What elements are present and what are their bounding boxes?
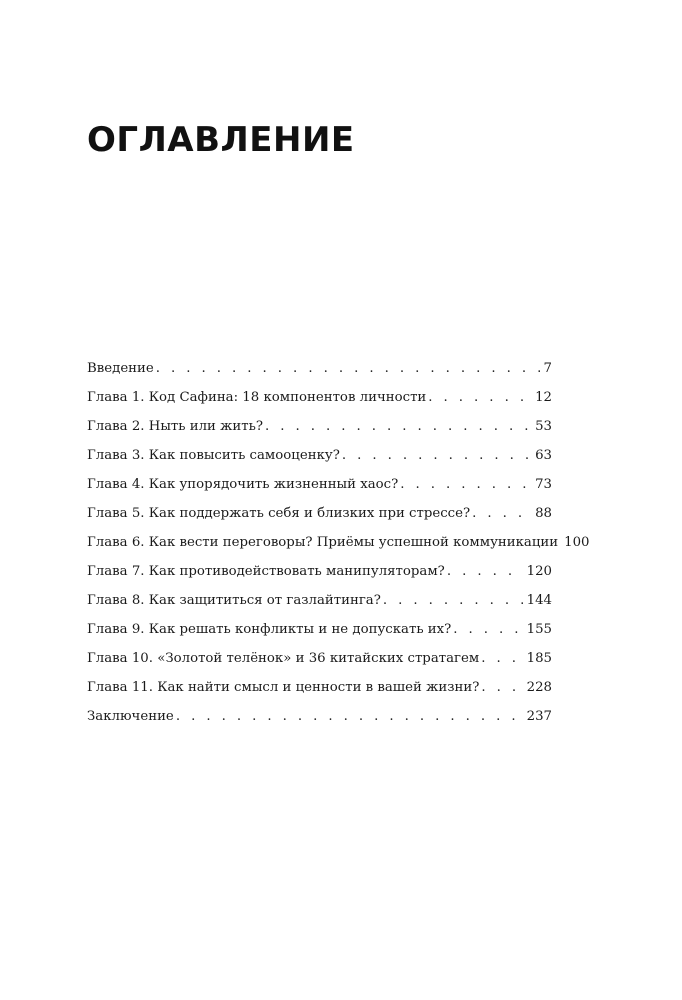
page-title: ОГЛАВЛЕНИЕ [87,120,355,160]
dot-leader [481,673,522,702]
dot-leader [453,615,522,644]
dot-leader [156,354,540,383]
toc-entry-page-number: 63 [535,448,552,463]
toc-entry-chapter-11[interactable] [87,673,552,702]
toc-entry-chapter-6[interactable] [87,528,590,557]
toc-entry-page-number: 73 [535,477,552,492]
table-of-contents [87,354,590,731]
toc-entry-page-number: 7 [543,361,552,376]
toc-entry-chapter-7[interactable] [87,557,552,586]
toc-entry-chapter-9[interactable] [87,615,552,644]
dot-leader [383,586,523,615]
toc-entry-page-number: 155 [526,622,552,637]
toc-entry-title: Глава 4. Как упорядочить жизненный хаос? [87,477,399,492]
toc-entry-page-number: 185 [526,651,552,666]
dot-leader [400,470,531,499]
dot-leader [428,383,531,412]
toc-entry-page-number: 12 [535,390,552,405]
toc-entry-chapter-2[interactable] [87,412,552,441]
toc-entry-chapter-8[interactable] [87,586,552,615]
toc-entry-title: Введение [87,361,154,376]
toc-entry-conclusion[interactable] [87,702,552,731]
toc-entry-title: Глава 10. «Золотой телёнок» и 36 китайских стратагем [87,651,480,666]
dot-leader [481,644,522,673]
toc-entry-chapter-4[interactable] [87,470,552,499]
toc-entry-title: Глава 3. Как повысить самооценку? [87,448,340,463]
toc-entry-title: Глава 6. Как вести переговоры? Приёмы успешной коммуникации [87,535,559,550]
toc-entry-title: Глава 1. Код Сафина: 18 компонентов личности [87,390,427,405]
toc-entry-chapter-3[interactable] [87,441,552,470]
toc-entry-title: Глава 11. Как найти смысл и ценности в вашей жизни? [87,680,480,695]
toc-entry-title: Глава 7. Как противодействовать манипуляторам? [87,564,445,579]
dot-leader [472,499,531,528]
dot-leader [176,702,523,731]
dot-leader [265,412,531,441]
toc-entry-page-number: 144 [526,593,552,608]
toc-entry-title: Глава 9. Как решать конфликты и не допускать их? [87,622,452,637]
dot-leader [342,441,531,470]
toc-entry-page-number: 237 [526,709,552,724]
toc-entry-title: Глава 8. Как защититься от газлайтинга? [87,593,381,608]
toc-entry-page-number: 228 [526,680,552,695]
toc-entry-chapter-10[interactable] [87,644,552,673]
toc-entry-page-number: 88 [535,506,552,521]
toc-entry-title: Заключение [87,709,174,724]
toc-entry-chapter-1[interactable] [87,383,552,412]
toc-entry-chapter-5[interactable] [87,499,552,528]
toc-entry-page-number: 100 [564,535,590,550]
dot-leader [447,557,523,586]
toc-entry-title: Глава 5. Как поддержать себя и близких при стрессе? [87,506,471,521]
toc-entry-page-number: 53 [535,419,552,434]
toc-entry-title: Глава 2. Ныть или жить? [87,419,263,434]
toc-entry-page-number: 120 [526,564,552,579]
toc-entry-introduction[interactable] [87,354,552,383]
